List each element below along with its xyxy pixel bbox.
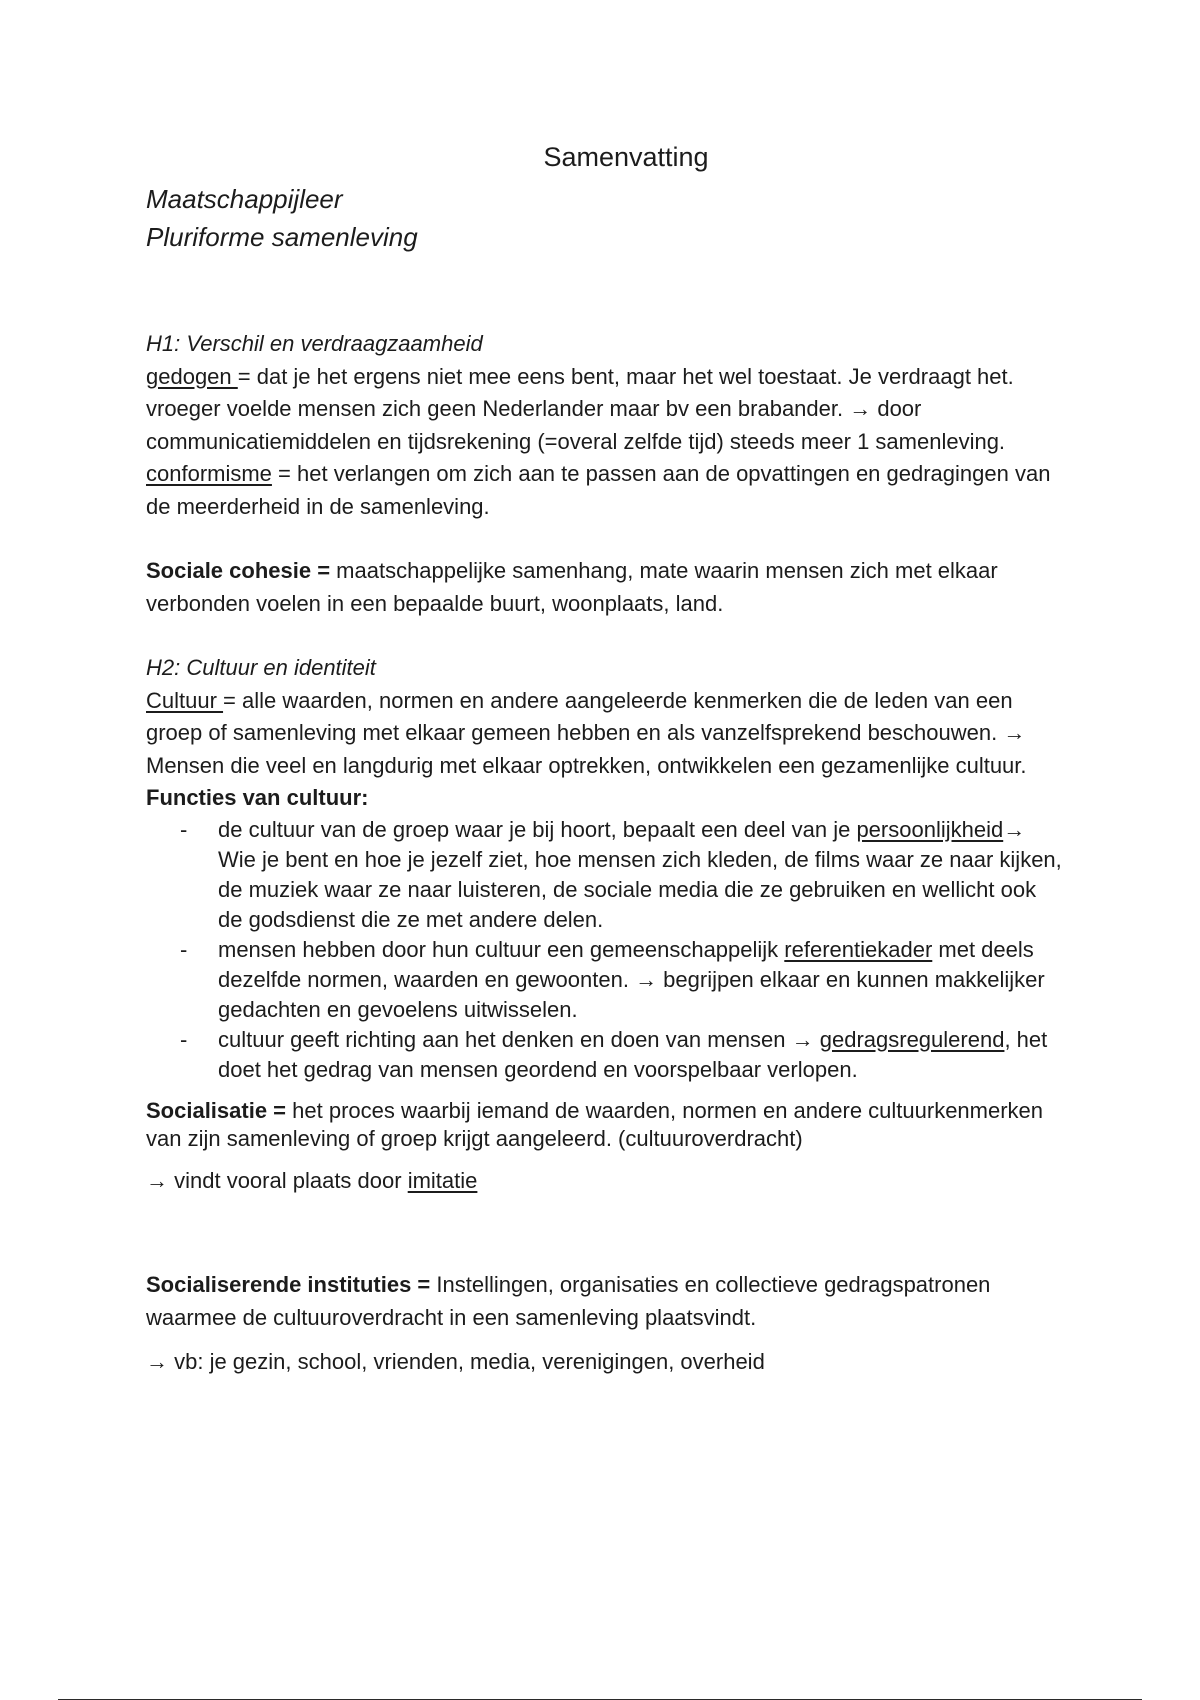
term-persoonlijkheid: persoonlijkheid [856, 816, 1004, 842]
list-item: - de cultuur van de groep waar je bij hoort, bepaalt een deel van je persoonlijkheid→ Wie je bent en hoe je jezelf ziet, hoe mensen zich kleden, de films waar ze naar kijken, de muziek waar ze naar luisteren, de sociale media die ze gebruiken en wellicht ook de godsdienst die ze met andere delen. [180, 816, 1062, 932]
definition-text: = het verlangen om zich aan te passen aan de opvattingen en gedragingen van de meerderheid in de samenleving. [146, 461, 1051, 519]
subject-subtitle: Maatschappijleer [146, 184, 343, 214]
definition-text: het proces waarbij iemand de waarden, normen en andere cultuurkenmerken van zijn samenleving of groep krijgt aangeleerd. (cultuuroverdracht) [146, 1097, 1044, 1151]
definition-cultuur [146, 685, 1066, 783]
topic-subtitle: Pluriforme samenleving [146, 222, 418, 252]
list-dash: - [180, 936, 188, 962]
functies-list [146, 815, 1066, 1085]
definition-sociale-cohesie [146, 555, 1066, 620]
definition-socialiserende-instituties [146, 1269, 1066, 1334]
term-cultuur: Cultuur [146, 687, 224, 713]
note-imitatie: → vindt vooral plaats door imitatie [146, 1167, 478, 1193]
definition-gedogen [146, 361, 1066, 394]
document-title: Samenvatting [543, 142, 709, 172]
term-conformisme: conformisme [146, 461, 272, 486]
definition-text: = alle waarden, normen en andere aangeleerde kenmerken die de leden van een groep of samenleving met elkaar gemeen hebben en als vanzelfsprekend beschouwen. → Mensen die veel en langdurig met elkaar optrekken, ontwikkelen een gezamenlijke cultuur. [146, 687, 1027, 778]
section-heading-h2: H2: Cultuur en identiteit [146, 655, 376, 680]
definition-socialisatie [146, 1097, 1066, 1153]
term-gedogen: gedogen [146, 363, 238, 389]
definition-conformisme [146, 458, 1066, 523]
definition-text: Instellingen, organisaties en collectieve gedragspatronen waarmee de cultuuroverdracht in een samenleving plaatsvindt. [146, 1272, 991, 1330]
term-socialisatie: Socialisatie = [146, 1097, 287, 1123]
term-imitatie: imitatie [407, 1167, 478, 1193]
functies-heading: Functies van cultuur: [146, 785, 369, 810]
term-referentiekader: referentiekader [784, 936, 933, 962]
term-socialiserende-instituties: Socialiserende instituties = [146, 1272, 431, 1297]
term-sociale-cohesie: Sociale cohesie = [146, 558, 331, 583]
note-voorbeelden: → vb: je gezin, school, vrienden, media, verenigingen, overheid [146, 1349, 765, 1374]
term-gedragsregulerend: gedragsregulerend [819, 1026, 1005, 1052]
definition-text: maatschappelijke samenhang, mate waarin mensen zich met elkaar verbonden voelen in een bepaalde buurt, woonplaats, land. [146, 558, 998, 616]
document-page [146, 140, 1066, 1379]
definition-text: = dat je het ergens niet mee eens bent, maar het wel toestaat. Je verdraagt het. [237, 363, 1014, 389]
list-dash: - [180, 1026, 188, 1052]
list-dash: - [180, 816, 188, 842]
section-heading-h1: H1: Verschil en verdraagzaamheid [146, 331, 483, 356]
list-item: - cultuur geeft richting aan het denken en doen van mensen → gedragsregulerend, het doet het gedrag van mensen geordend en voorspelbaar verlopen. [180, 1026, 1048, 1082]
list-item: - mensen hebben door hun cultuur een gemeenschappelijk referentiekader met deels dezelfde normen, waarden en gewoonten. → begrijpen elkaar en kunnen makkelijker gedachten en gevoelens uitwisselen. [180, 936, 1045, 1022]
paragraph-vroeger: vroeger voelde mensen zich geen Nederlander maar bv een brabander. → door communicatiemiddelen en tijdsrekening (=overal zelfde tijd) steeds meer 1 samenleving. [146, 396, 1006, 454]
